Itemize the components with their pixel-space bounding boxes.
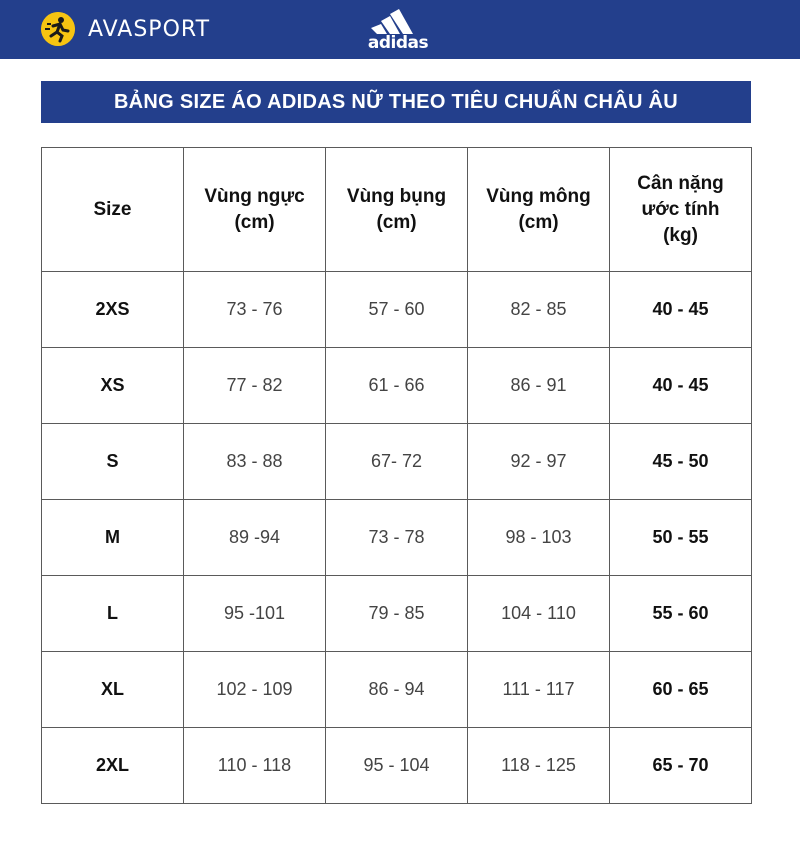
weight-cell: 60 - 65 [610, 652, 752, 728]
size-cell: M [42, 500, 184, 576]
table-row [42, 728, 752, 804]
waist-cell: 61 - 66 [326, 348, 468, 424]
avasport-logo[interactable] [41, 12, 210, 46]
waist-cell: 67- 72 [326, 424, 468, 500]
runner-icon [41, 12, 75, 46]
chest-cell: 77 - 82 [184, 348, 326, 424]
chest-cell: 73 - 76 [184, 272, 326, 348]
weight-cell: 65 - 70 [610, 728, 752, 804]
top-header-bar [0, 0, 800, 59]
waist-cell: 79 - 85 [326, 576, 468, 652]
waist-cell: 73 - 78 [326, 500, 468, 576]
table-row [42, 652, 752, 728]
size-cell: XS [42, 348, 184, 424]
size-chart-table [41, 147, 752, 804]
brand-name: AVASPORT [88, 16, 211, 42]
table-row [42, 348, 752, 424]
header-chest: Vùng ngực (cm) [184, 148, 326, 272]
header-waist: Vùng bụng (cm) [326, 148, 468, 272]
hip-cell: 118 - 125 [468, 728, 610, 804]
header-hip: Vùng mông (cm) [468, 148, 610, 272]
size-cell: XL [42, 652, 184, 728]
size-cell: S [42, 424, 184, 500]
waist-cell: 57 - 60 [326, 272, 468, 348]
table-header-row [42, 148, 752, 272]
weight-cell: 50 - 55 [610, 500, 752, 576]
adidas-logo [365, 6, 431, 54]
table-row [42, 424, 752, 500]
weight-cell: 55 - 60 [610, 576, 752, 652]
header-weight: Cân nặng ước tính (kg) [610, 148, 752, 272]
weight-cell: 40 - 45 [610, 348, 752, 424]
header-size: Size [42, 148, 184, 272]
hip-cell: 98 - 103 [468, 500, 610, 576]
chest-cell: 89 -94 [184, 500, 326, 576]
chest-cell: 83 - 88 [184, 424, 326, 500]
page-title: BẢNG SIZE ÁO ADIDAS NỮ THEO TIÊU CHUẨN CHÂU ÂU [41, 81, 751, 123]
weight-cell: 40 - 45 [610, 272, 752, 348]
chest-cell: 102 - 109 [184, 652, 326, 728]
table-row [42, 272, 752, 348]
waist-cell: 86 - 94 [326, 652, 468, 728]
chest-cell: 95 -101 [184, 576, 326, 652]
size-cell: 2XL [42, 728, 184, 804]
hip-cell: 82 - 85 [468, 272, 610, 348]
weight-cell: 45 - 50 [610, 424, 752, 500]
table-row [42, 576, 752, 652]
adidas-wordmark: adidas [367, 33, 429, 53]
size-cell: L [42, 576, 184, 652]
adidas-three-stripes-icon [365, 6, 431, 36]
hip-cell: 111 - 117 [468, 652, 610, 728]
waist-cell: 95 - 104 [326, 728, 468, 804]
chest-cell: 110 - 118 [184, 728, 326, 804]
size-cell: 2XS [42, 272, 184, 348]
hip-cell: 92 - 97 [468, 424, 610, 500]
table-row [42, 500, 752, 576]
hip-cell: 86 - 91 [468, 348, 610, 424]
hip-cell: 104 - 110 [468, 576, 610, 652]
